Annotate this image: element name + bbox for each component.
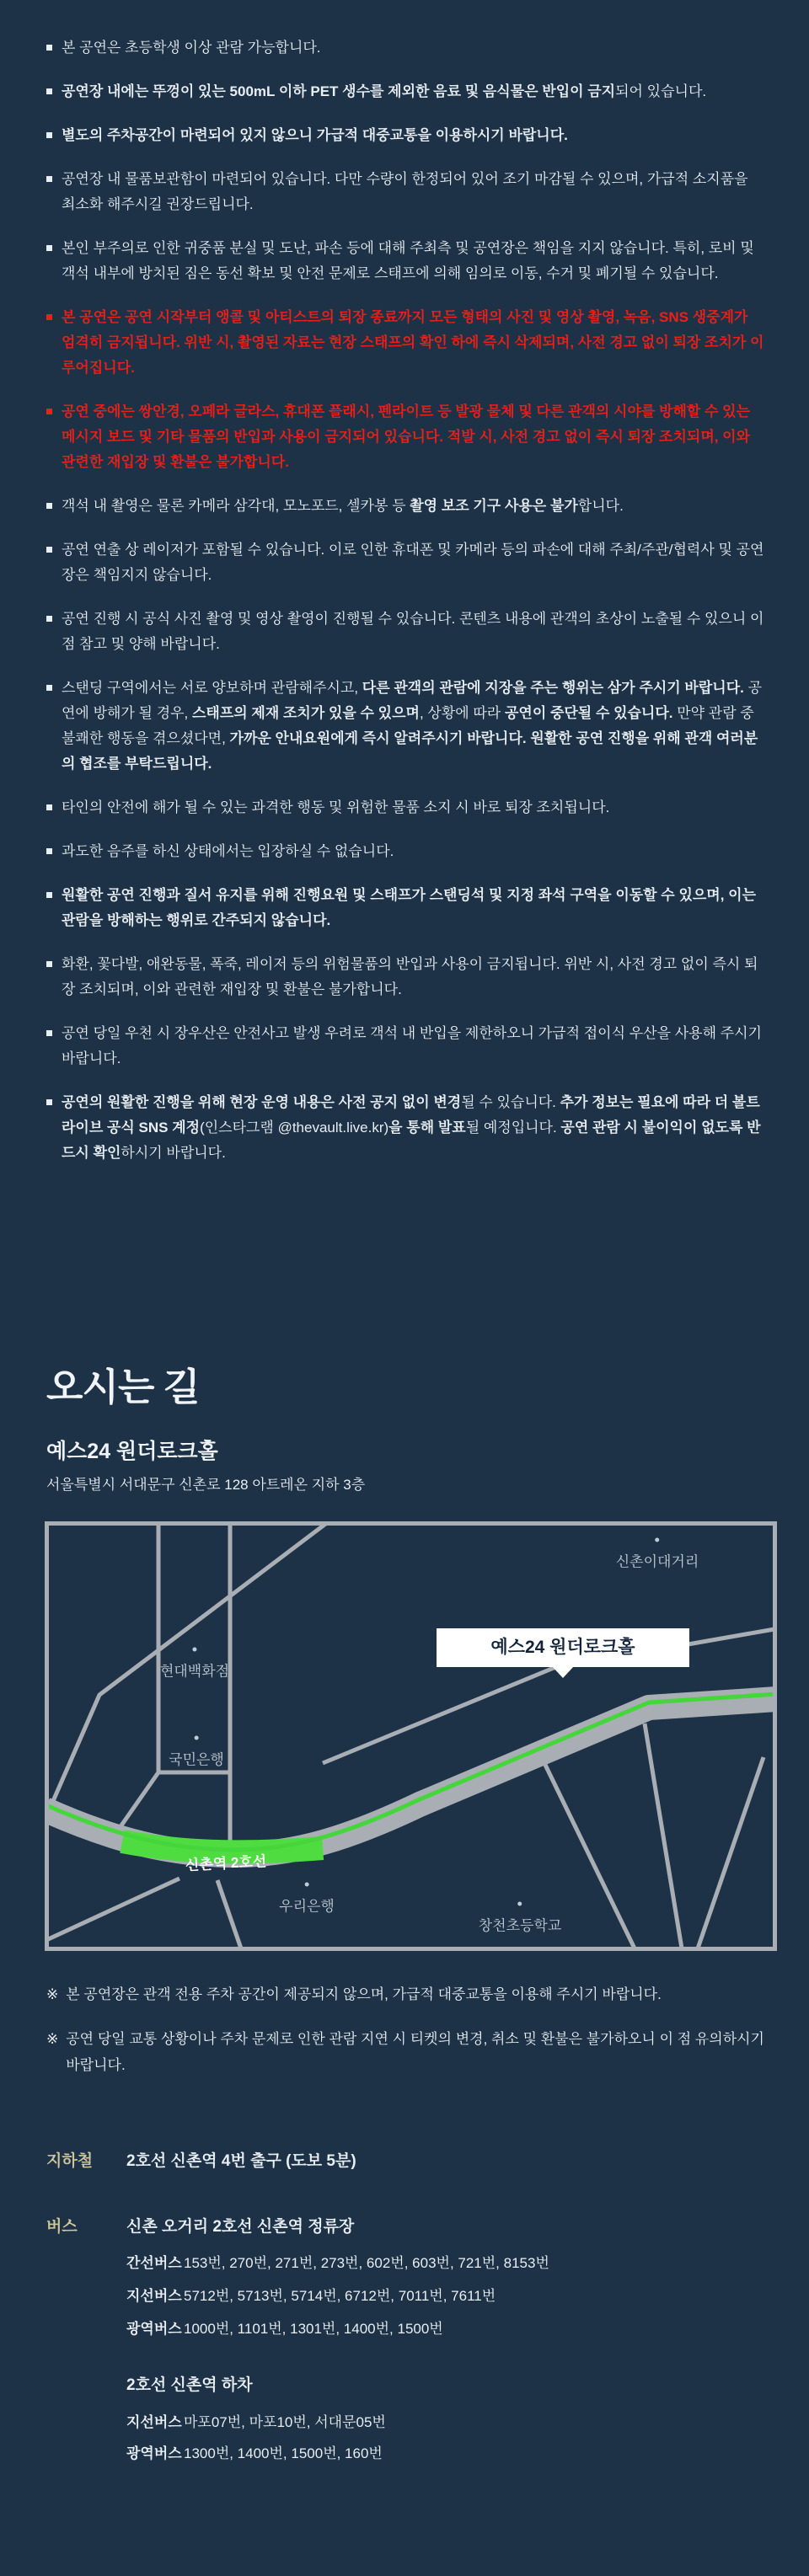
- notice-text: 원활한 공연 진행과 질서 유지를 위해 진행요원 및 스태프가 스탠딩석 및 지정 좌석 구역을 이동할 수 있으며, 이는 관람을 방해하는 행위로 간주되지 않습니다.: [62, 887, 757, 928]
- map-place-label: [160, 1659, 229, 1681]
- notice-text: 될 수 있습니다.: [461, 1094, 560, 1110]
- bullet-square-icon: [46, 88, 52, 94]
- map-station-label: 신촌역 2호선: [185, 1852, 267, 1874]
- notice-text: 스탠딩 구역에서는 서로 양보하며 관람해주시고,: [62, 680, 362, 696]
- bullet-square-icon: [46, 409, 52, 414]
- notice-text: (인스타그램 @thevault.live.kr): [200, 1120, 389, 1136]
- map-place-dot-icon: [655, 1538, 659, 1542]
- notice-text: 공연 당일 우천 시 장우산은 안전사고 발생 우려로 객석 내 반입을 제한하오니 가급적 접이식 우산을 사용해 주시기 바랍니다.: [62, 1025, 762, 1066]
- notice-text: 공연 진행 시 공식 사진 촬영 및 영상 촬영이 진행될 수 있습니다. 콘텐츠 내용에 관객의 초상이 노출될 수 있으니 이 점 참고 및 양해 바랍니다.: [62, 611, 764, 652]
- notice-text: 과도한 음주를 하신 상태에서는 입장하실 수 없습니다.: [62, 843, 394, 859]
- bus-type-label: 광역버스: [126, 2445, 182, 2461]
- bus-stop-name: 신촌 오거리 2호선 신촌역 정류장: [126, 2218, 355, 2236]
- notice-text: 본 공연은 초등학생 이상 관람 가능합니다.: [62, 40, 321, 56]
- map-place-name: 국민은행: [169, 1751, 224, 1768]
- bullet-square-icon: [46, 616, 52, 622]
- notice-text: 공연 중에는 쌍안경, 오페라 글라스, 휴대폰 플래시, 펜라이트 등 발광 물체 및 다른 관객의 시야를 방해할 수 있는 메시지 보드 및 기타 물품의 반입과 사용이 금지되어 있습니다. 적발 시, 사전 경고 없이 즉시 퇴장 조치되며, 이와 관련한 재입장 및 환불은 불가합니다.: [62, 404, 751, 470]
- parking-note: [46, 1981, 771, 2007]
- notice-text: 공연의 원활한 진행을 위해 현장 운영 내용은 사전 공지 없이 변경: [62, 1094, 462, 1110]
- bus-type-label: 지선버스: [126, 2414, 182, 2430]
- bus-numbers: 5712번, 5713번, 5714번, 6712번, 7011번, 7611번: [184, 2288, 496, 2304]
- bus-numbers: 마포07번, 마포10번, 서대문05번: [184, 2414, 386, 2430]
- notice-text: 될 예정입니다.: [465, 1120, 561, 1136]
- subway-row: [46, 2148, 356, 2171]
- map-street: [698, 1757, 763, 1948]
- map-place-label: [169, 1748, 224, 1769]
- notice-text: 만약 관람 중 불쾌한 행동을 겪으셨다면,: [62, 705, 754, 746]
- map-place-name: 신촌이대거리: [615, 1553, 699, 1570]
- note-text: 공연 당일 교통 상황이나 주차 문제로 인한 관람 지연 시 티켓의 변경, 취소 및 환불은 불가하오니 이 점 유의하시기 바랍니다.: [66, 2031, 764, 2073]
- notice-item: [46, 35, 765, 61]
- notice-text: 추가 정보는 필요에 따라 더 볼트 라이브 공식 SNS 계정: [62, 1094, 760, 1136]
- notice-item: [46, 952, 765, 1002]
- bullet-square-icon: [46, 892, 52, 898]
- notice-item: [46, 676, 765, 777]
- notice-item: [46, 79, 765, 104]
- bus-group-row: [126, 2410, 386, 2431]
- bus-group-row: [126, 2441, 383, 2462]
- map-place-name: 창천초등학교: [478, 1917, 562, 1934]
- venue-map: [45, 1521, 777, 1951]
- notice-text: 공연장 내 물품보관함이 마련되어 있습니다. 다만 수량이 한정되어 있어 조기 마감될 수 있으며, 가급적 소지품을 최소화 해주시길 권장드립니다.: [62, 171, 748, 212]
- notice-text: 본인 부주의로 인한 귀중품 분실 및 도난, 파손 등에 대해 주최측 및 공연장은 책임을 지지 않습니다. 특히, 로비 및 객석 내부에 방치된 짐은 동선 확보 및 안전 문제로 스태프에 의해 임의로 이동, 수거 및 폐기될 수 있습니다.: [62, 240, 754, 281]
- notice-text: 별도의 주차공간이 마련되어 있지 않으니 가급적 대중교통을 이용하시기 바랍니다.: [62, 127, 568, 143]
- notice-list: [46, 35, 765, 1184]
- bus-numbers: 153번, 270번, 271번, 273번, 602번, 603번, 721번, 8153번: [184, 2255, 549, 2271]
- notice-item: [46, 883, 765, 933]
- bus-label: 버스: [46, 2218, 78, 2236]
- notice-text: 가까운 안내요원에게 즉시 알려주시기 바랍니다. 원활한 공연 진행을 위해 관객 여러분의 협조를 부탁드립니다.: [62, 730, 758, 772]
- map-street: [115, 1772, 158, 1834]
- map-street: [217, 1880, 241, 1948]
- map-street: [45, 1879, 179, 1941]
- notice-text: 다른 관객의 관람에 지장을 주는 행위는 삼가 주시기 바랍니다.: [362, 680, 744, 696]
- notice-text: 스태프의 제재 조치가 있을 수 있으며: [192, 705, 420, 721]
- notice-text: 공연이 중단될 수 있습니다.: [504, 705, 673, 721]
- notice-item: [46, 167, 765, 217]
- bus-group-row: [126, 2284, 496, 2305]
- bullet-square-icon: [46, 1099, 52, 1105]
- bus-numbers: 1000번, 1101번, 1301번, 1400번, 1500번: [184, 2321, 443, 2337]
- notice-text: 하시기 바랍니다.: [121, 1145, 226, 1161]
- notice-text: 공연 연출 상 레이저가 포함될 수 있습니다. 이로 인한 휴대폰 및 카메라 등의 파손에 대해 주최/주관/협력사 및 공연장은 책임지지 않습니다.: [62, 542, 764, 583]
- map-place-name: 우리은행: [279, 1898, 335, 1915]
- bullet-square-icon: [46, 961, 52, 967]
- map-place-dot-icon: [304, 1883, 308, 1887]
- notice-text: 촬영 보조 기구 사용은 불가: [410, 498, 578, 514]
- notice-item: [46, 795, 765, 820]
- notice-text: 합니다.: [577, 498, 624, 514]
- map-venue-callout: [437, 1628, 689, 1667]
- venue-name: 예스24 원더로크홀: [46, 1440, 218, 1463]
- map-place-dot-icon: [193, 1648, 197, 1652]
- note-text: 본 공연장은 관객 전용 주차 공간이 제공되지 않으며, 가급적 대중교통을 이용해 주시기 바랍니다.: [66, 1986, 662, 2002]
- notice-item: [46, 839, 765, 864]
- bullet-square-icon: [46, 547, 52, 553]
- notice-text: 본 공연은 공연 시작부터 앵콜 및 아티스트의 퇴장 종료까지 모든 형태의 사진 및 영상 촬영, 녹음, SNS 생중계가 엄격히 금지됩니다. 위반 시, 촬영된 자료는 현장 스태프의 확인 하에 즉시 삭제되며, 사전 경고 없이 퇴장 조치가 이루어집니다.: [62, 309, 764, 376]
- bus-type-label: 간선버스: [126, 2255, 182, 2271]
- map-place-label: [279, 1895, 335, 1916]
- notice-text: 공연장 내에는 뚜껑이 있는 500mL 이하 PET 생수를 제외한 음료 및 음식물은 반입이 금지: [62, 83, 616, 99]
- notice-text: 공연에 방해가 될 경우,: [62, 680, 762, 721]
- bus-type-label: 광역버스: [126, 2321, 182, 2337]
- bullet-square-icon: [46, 1030, 52, 1036]
- notice-text: 객석 내 촬영은 물론 카메라 삼각대, 모노포드, 셀카봉 등: [62, 498, 410, 514]
- venue-address: 서울특별시 서대문구 신촌로 128 아트레온 지하 3층: [46, 1477, 366, 1493]
- bullet-square-icon: [46, 804, 52, 810]
- bullet-square-icon: [46, 848, 52, 854]
- map-place-dot-icon: [194, 1736, 198, 1740]
- notice-text: 화환, 꽃다발, 애완동물, 폭죽, 레이저 등의 위험물품의 반입과 사용이 금지됩니다. 위반 시, 사전 경고 없이 즉시 퇴장 조치되며, 이와 관련한 재입장 및 환불은 불가합니다.: [62, 956, 758, 997]
- notice-text: 타인의 안전에 해가 될 수 있는 과격한 행동 및 위험한 물품 소지 시 바로 퇴장 조치됩니다.: [62, 799, 610, 815]
- bus-numbers: 1300번, 1400번, 1500번, 160번: [184, 2445, 383, 2461]
- bus-type-label: 지선버스: [126, 2288, 182, 2304]
- notice-item: [46, 123, 765, 148]
- bullet-square-icon: [46, 245, 52, 251]
- bullet-square-icon: [46, 314, 52, 320]
- notice-item: [46, 494, 765, 519]
- notice-item: [46, 607, 765, 657]
- callout-pointer-icon: [552, 1666, 574, 1678]
- notice-item: [46, 399, 765, 475]
- subway-value: 2호선 신촌역 4번 출구 (도보 5분): [126, 2152, 356, 2170]
- traffic-note: [46, 2026, 771, 2078]
- note-marker-icon: ※: [46, 2031, 59, 2047]
- notice-text: 을 통해 발표: [388, 1120, 466, 1136]
- bullet-square-icon: [46, 176, 52, 182]
- bus-second-stop: 2호선 신촌역 하차: [126, 2376, 253, 2394]
- map-roads: [45, 1521, 777, 1951]
- notice-item: [46, 305, 765, 381]
- bus-group-row: [126, 2251, 549, 2272]
- map-place-name: 현대백화점: [159, 1663, 230, 1680]
- map-venue-callout-text: 예스24 원더로크홀: [490, 1638, 635, 1657]
- bullet-square-icon: [46, 685, 52, 691]
- subway-label: 지하철: [46, 2152, 94, 2170]
- bus-group-row: [126, 2317, 443, 2338]
- bullet-square-icon: [46, 503, 52, 509]
- notice-item: [46, 1090, 765, 1166]
- notice-item: [46, 236, 765, 286]
- notice-text: 공연 관람 시 불이익이 없도록 반드시 확인: [62, 1120, 761, 1161]
- bullet-square-icon: [46, 132, 52, 138]
- map-street: [645, 1724, 682, 1948]
- bullet-square-icon: [46, 45, 52, 51]
- notice-text: , 상황에 따라: [419, 705, 505, 721]
- notice-item: [46, 1021, 765, 1072]
- notice-item: [46, 537, 765, 588]
- map-place-dot-icon: [517, 1902, 522, 1906]
- map-place-label: [479, 1914, 562, 1935]
- map-place-label: [616, 1550, 699, 1571]
- note-marker-icon: ※: [46, 1986, 59, 2002]
- notice-text: 되어 있습니다.: [615, 83, 707, 99]
- directions-section-title: 오시는 길: [46, 1365, 200, 1408]
- bus-row: [46, 2214, 354, 2237]
- map-border: [47, 1524, 775, 1949]
